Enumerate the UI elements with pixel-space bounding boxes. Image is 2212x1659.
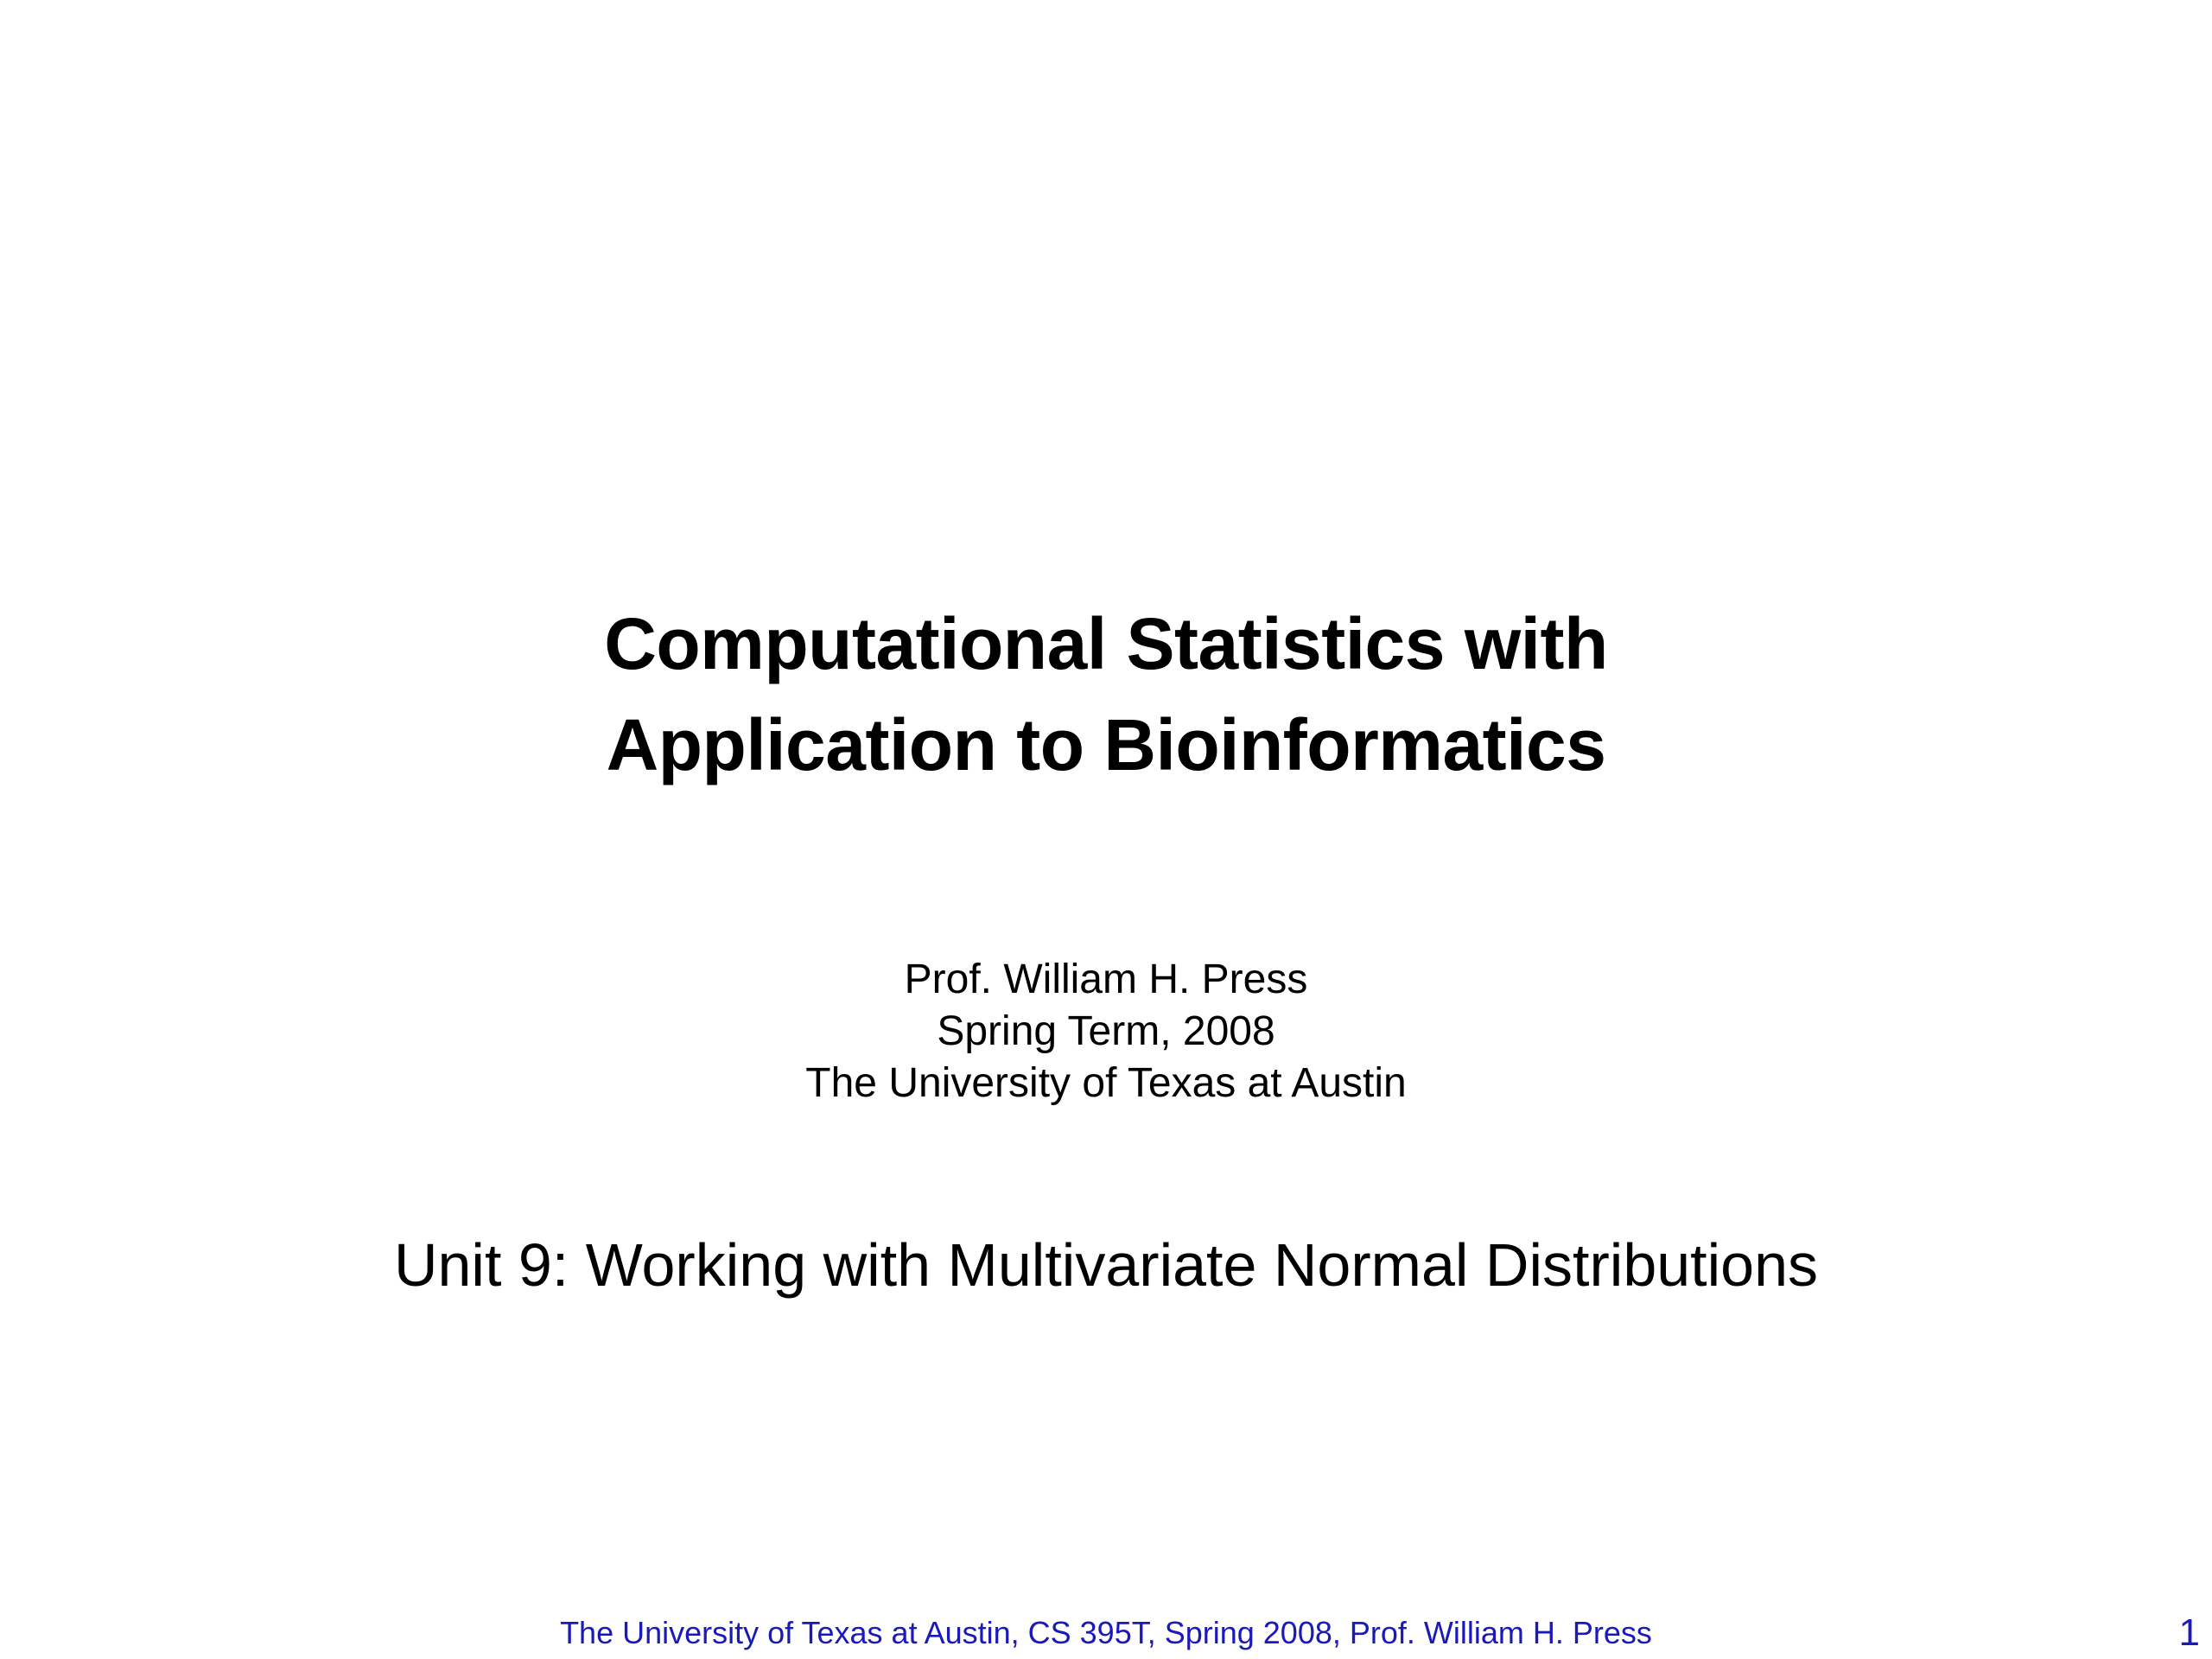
slide-title-line-1: Computational Statistics with — [604, 603, 1608, 684]
unit-title: Unit 9: Working with Multivariate Normal Distributions — [393, 1231, 1819, 1299]
institution-name: The University of Texas at Austin — [805, 1060, 1407, 1106]
page-number: 1 — [2178, 1611, 2200, 1654]
slide-title-line-2: Application to Bioinformatics — [606, 704, 1606, 785]
slide-footer: The University of Texas at Austin, CS 395T, Spring 2008, Prof. William H. Press — [560, 1615, 1652, 1650]
author-name: Prof. William H. Press — [904, 957, 1308, 1002]
course-term: Spring Term, 2008 — [937, 1008, 1275, 1054]
